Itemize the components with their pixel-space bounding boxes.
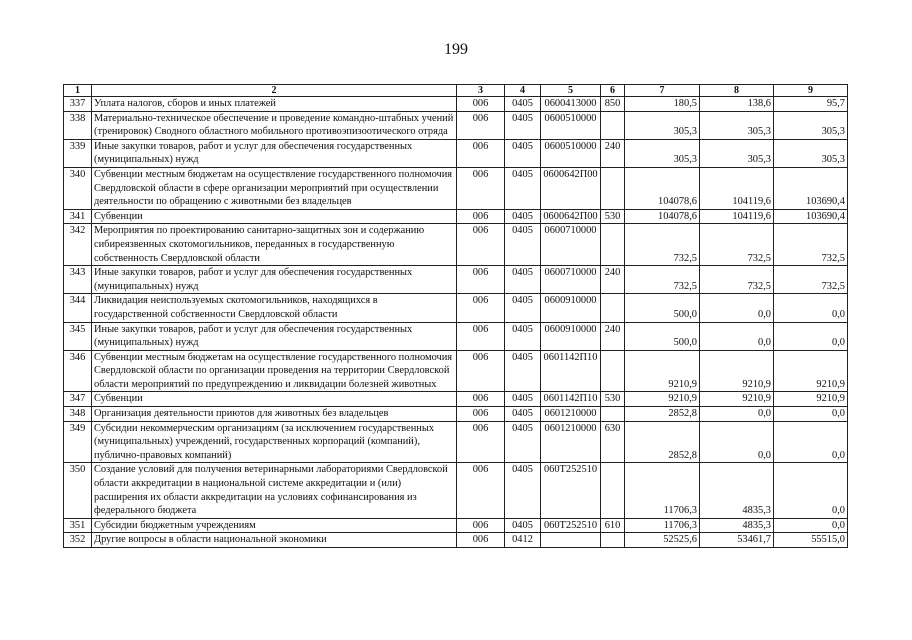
row-number: 339 [64, 139, 92, 167]
admin-code: 006 [457, 111, 505, 139]
admin-code: 006 [457, 421, 505, 463]
header-cell: 6 [601, 85, 625, 97]
amount-year-1: 2852,8 [625, 407, 700, 422]
section-code: 0405 [505, 167, 541, 209]
amount-year-3: 0,0 [774, 294, 848, 322]
section-code: 0405 [505, 350, 541, 392]
amount-year-3: 732,5 [774, 224, 848, 266]
amount-year-1: 9210,9 [625, 392, 700, 407]
amount-year-1: 500,0 [625, 294, 700, 322]
row-name: Иные закупки товаров, работ и услуг для обеспечения государственных (муниципальных) нужд [92, 139, 457, 167]
table-row [64, 167, 848, 209]
row-name: Уплата налогов, сборов и иных платежей [92, 97, 457, 112]
amount-year-2: 4835,3 [700, 463, 774, 518]
table-row [64, 97, 848, 112]
amount-year-1: 2852,8 [625, 421, 700, 463]
target-code: 0601142П10 [541, 350, 601, 392]
amount-year-1: 52525,6 [625, 533, 700, 548]
target-code: 0600910000 [541, 294, 601, 322]
amount-year-3: 95,7 [774, 97, 848, 112]
amount-year-2: 305,3 [700, 139, 774, 167]
amount-year-1: 104078,6 [625, 167, 700, 209]
section-code: 0405 [505, 266, 541, 294]
row-number: 347 [64, 392, 92, 407]
section-code: 0405 [505, 421, 541, 463]
row-name: Субсидии некоммерческим организациям (за исключением государственных (муниципальных) учреждений, государственных корпораций (компаний), публично-правовых компаний) [92, 421, 457, 463]
row-name: Иные закупки товаров, работ и услуг для обеспечения государственных (муниципальных) нужд [92, 322, 457, 350]
amount-year-1: 104078,6 [625, 209, 700, 224]
expense-type-code [601, 294, 625, 322]
target-code: 0600710000 [541, 224, 601, 266]
expense-type-code: 630 [601, 421, 625, 463]
budget-table [63, 84, 848, 548]
expense-type-code: 240 [601, 139, 625, 167]
admin-code: 006 [457, 392, 505, 407]
admin-code: 006 [457, 266, 505, 294]
amount-year-2: 53461,7 [700, 533, 774, 548]
row-name: Ликвидация неиспользуемых скотомогильников, находящихся в государственной собственности Свердловской области [92, 294, 457, 322]
row-number: 342 [64, 224, 92, 266]
expense-type-code: 530 [601, 392, 625, 407]
admin-code: 006 [457, 167, 505, 209]
amount-year-2: 0,0 [700, 322, 774, 350]
row-number: 337 [64, 97, 92, 112]
amount-year-1: 9210,9 [625, 350, 700, 392]
amount-year-2: 104119,6 [700, 167, 774, 209]
admin-code: 006 [457, 518, 505, 533]
expense-type-code [601, 224, 625, 266]
target-code: 0601210000 [541, 421, 601, 463]
amount-year-2: 138,6 [700, 97, 774, 112]
amount-year-3: 0,0 [774, 322, 848, 350]
admin-code: 006 [457, 209, 505, 224]
target-code: 0600413000 [541, 97, 601, 112]
admin-code: 006 [457, 224, 505, 266]
target-code: 0600642П00 [541, 167, 601, 209]
section-code: 0412 [505, 533, 541, 548]
section-code: 0405 [505, 407, 541, 422]
amount-year-2: 9210,9 [700, 350, 774, 392]
admin-code: 006 [457, 97, 505, 112]
row-name: Субвенции [92, 392, 457, 407]
amount-year-2: 0,0 [700, 421, 774, 463]
expense-type-code [601, 533, 625, 548]
amount-year-2: 104119,6 [700, 209, 774, 224]
table-row [64, 518, 848, 533]
table-row [64, 350, 848, 392]
admin-code: 006 [457, 322, 505, 350]
target-code [541, 533, 601, 548]
header-cell: 1 [64, 85, 92, 97]
admin-code: 006 [457, 407, 505, 422]
amount-year-1: 11706,3 [625, 463, 700, 518]
header-cell: 3 [457, 85, 505, 97]
amount-year-2: 305,3 [700, 111, 774, 139]
amount-year-3: 55515,0 [774, 533, 848, 548]
target-code: 0600710000 [541, 266, 601, 294]
table-row [64, 294, 848, 322]
row-number: 345 [64, 322, 92, 350]
section-code: 0405 [505, 111, 541, 139]
row-number: 348 [64, 407, 92, 422]
target-code: 0601142П10 [541, 392, 601, 407]
amount-year-1: 180,5 [625, 97, 700, 112]
amount-year-1: 11706,3 [625, 518, 700, 533]
section-code: 0405 [505, 463, 541, 518]
section-code: 0405 [505, 224, 541, 266]
amount-year-3: 9210,9 [774, 392, 848, 407]
row-number: 340 [64, 167, 92, 209]
target-code: 060Т252510 [541, 463, 601, 518]
target-code: 0600510000 [541, 111, 601, 139]
amount-year-2: 732,5 [700, 266, 774, 294]
row-name: Создание условий для получения ветеринарными лабораториями Свердловской области аккредитации в национальной системе аккредитации и (или) расширения их области аккредитации на условиях софинансирования из федерального бюджета [92, 463, 457, 518]
header-row [64, 85, 848, 97]
target-code: 060Т252510 [541, 518, 601, 533]
amount-year-2: 0,0 [700, 294, 774, 322]
expense-type-code: 240 [601, 322, 625, 350]
target-code: 0600910000 [541, 322, 601, 350]
expense-type-code: 850 [601, 97, 625, 112]
target-code: 0600642П00 [541, 209, 601, 224]
expense-type-code [601, 350, 625, 392]
row-name: Субвенции местным бюджетам на осуществление государственного полномочия Свердловской области по организации проведения на территории Свердловской области мероприятий по предупреждению и ликвидации болезней животных [92, 350, 457, 392]
section-code: 0405 [505, 392, 541, 407]
row-name: Материально-техническое обеспечение и проведение командно-штабных учений (тренировок) Сводного областного мобильного противоэпизоотического отряда [92, 111, 457, 139]
target-code: 0600510000 [541, 139, 601, 167]
row-name: Субсидии бюджетным учреждениям [92, 518, 457, 533]
amount-year-2: 732,5 [700, 224, 774, 266]
admin-code: 006 [457, 294, 505, 322]
row-name: Субвенции [92, 209, 457, 224]
target-code: 0601210000 [541, 407, 601, 422]
row-name: Субвенции местным бюджетам на осуществление государственного полномочия Свердловской области в сфере организации мероприятий при осуществлении деятельности по обращению с животными без владельцев [92, 167, 457, 209]
amount-year-1: 732,5 [625, 266, 700, 294]
table-row [64, 533, 848, 548]
row-number: 352 [64, 533, 92, 548]
header-cell: 8 [700, 85, 774, 97]
table-row [64, 224, 848, 266]
table-row [64, 209, 848, 224]
admin-code: 006 [457, 533, 505, 548]
header-cell: 4 [505, 85, 541, 97]
row-name: Мероприятия по проектированию санитарно-защитных зон и содержанию сибиреязвенных скотомогильников, переданных в государственную собственность Свердловской области [92, 224, 457, 266]
section-code: 0405 [505, 209, 541, 224]
section-code: 0405 [505, 518, 541, 533]
table-row [64, 322, 848, 350]
amount-year-1: 305,3 [625, 111, 700, 139]
table-row [64, 407, 848, 422]
table-row [64, 266, 848, 294]
amount-year-3: 103690,4 [774, 209, 848, 224]
admin-code: 006 [457, 139, 505, 167]
header-cell: 2 [92, 85, 457, 97]
expense-type-code: 240 [601, 266, 625, 294]
amount-year-3: 0,0 [774, 518, 848, 533]
row-number: 338 [64, 111, 92, 139]
amount-year-1: 305,3 [625, 139, 700, 167]
row-number: 351 [64, 518, 92, 533]
row-number: 349 [64, 421, 92, 463]
amount-year-3: 0,0 [774, 421, 848, 463]
expense-type-code [601, 407, 625, 422]
amount-year-3: 9210,9 [774, 350, 848, 392]
row-number: 344 [64, 294, 92, 322]
row-number: 341 [64, 209, 92, 224]
row-name: Организация деятельности приютов для животных без владельцев [92, 407, 457, 422]
section-code: 0405 [505, 322, 541, 350]
amount-year-1: 732,5 [625, 224, 700, 266]
expense-type-code [601, 167, 625, 209]
amount-year-3: 0,0 [774, 463, 848, 518]
table-row [64, 139, 848, 167]
amount-year-2: 0,0 [700, 407, 774, 422]
page-number: 199 [444, 41, 468, 58]
header-cell: 5 [541, 85, 601, 97]
header-cell: 7 [625, 85, 700, 97]
row-number: 343 [64, 266, 92, 294]
amount-year-3: 732,5 [774, 266, 848, 294]
table-row [64, 392, 848, 407]
admin-code: 006 [457, 463, 505, 518]
admin-code: 006 [457, 350, 505, 392]
section-code: 0405 [505, 97, 541, 112]
section-code: 0405 [505, 139, 541, 167]
amount-year-1: 500,0 [625, 322, 700, 350]
amount-year-3: 305,3 [774, 139, 848, 167]
table-row [64, 111, 848, 139]
section-code: 0405 [505, 294, 541, 322]
row-number: 350 [64, 463, 92, 518]
table-row [64, 463, 848, 518]
amount-year-3: 103690,4 [774, 167, 848, 209]
amount-year-3: 0,0 [774, 407, 848, 422]
amount-year-2: 9210,9 [700, 392, 774, 407]
amount-year-3: 305,3 [774, 111, 848, 139]
expense-type-code [601, 463, 625, 518]
header-cell: 9 [774, 85, 848, 97]
amount-year-2: 4835,3 [700, 518, 774, 533]
table-row [64, 421, 848, 463]
row-name: Иные закупки товаров, работ и услуг для обеспечения государственных (муниципальных) нужд [92, 266, 457, 294]
row-name: Другие вопросы в области национальной экономики [92, 533, 457, 548]
expense-type-code: 530 [601, 209, 625, 224]
expense-type-code [601, 111, 625, 139]
expense-type-code: 610 [601, 518, 625, 533]
row-number: 346 [64, 350, 92, 392]
